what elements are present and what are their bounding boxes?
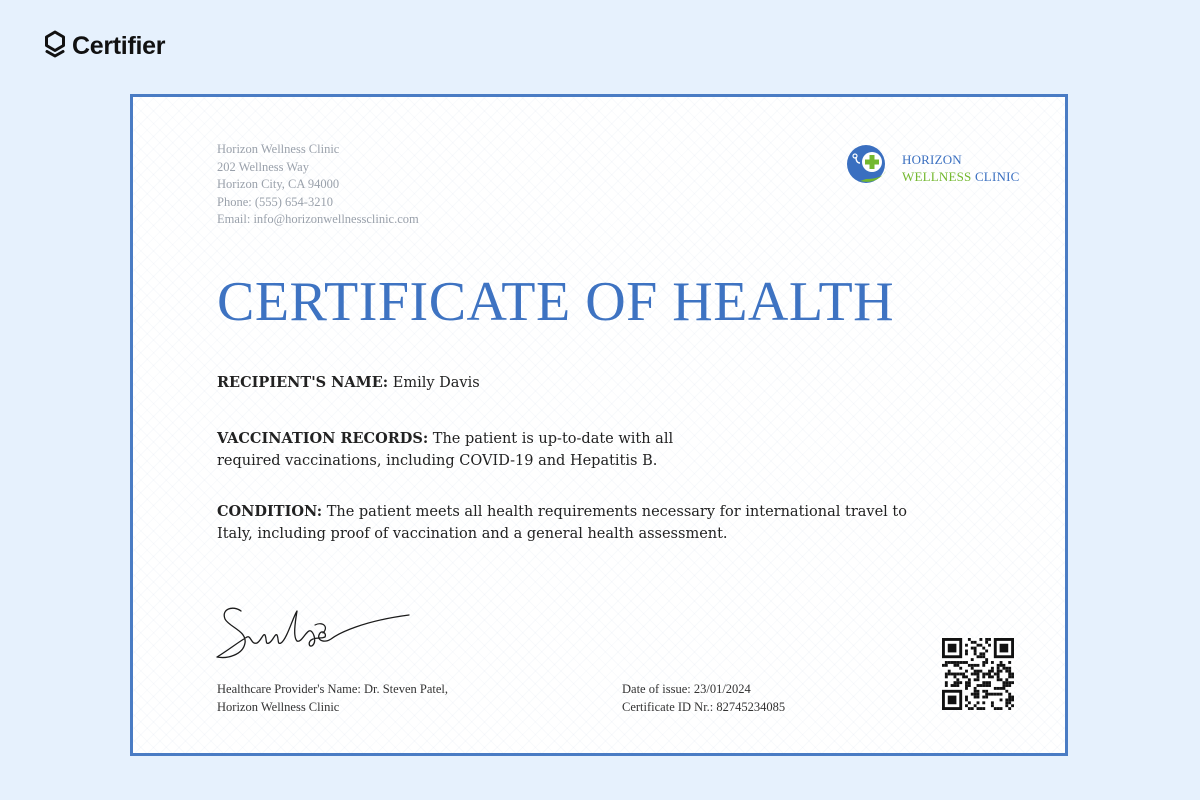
issue-date: Date of issue: 23/01/2024 [622,682,751,696]
clinic-logo [846,143,1019,192]
condition-label: CONDITION: [217,503,323,520]
certificate-title: CERTIFICATE OF HEALTH [217,271,895,333]
brand-logo[interactable] [44,30,165,63]
clinic-address-street: 202 Wellness Way [217,159,309,174]
certifier-logo-icon [44,30,66,63]
clinic-logo-line2-wellness: WELLNESS [902,168,972,184]
clinic-logo-line2-clinic: CLINIC [974,168,1020,184]
condition-value: The patient meets all health requirements necessary for international travel to Italy, including proof of vaccination and a general health assessment. [217,504,907,542]
clinic-logo-line1: HORIZON [902,151,962,167]
vaccination-value: The patient is up-to-date with all required vaccinations, including COVID-19 and Hepatitis B. [217,431,674,469]
medical-cross-heart-icon [846,143,890,192]
clinic-address-name: Horizon Wellness Clinic [217,142,340,156]
clinic-address [217,141,419,229]
clinic-address-phone: Phone: (555) 654-3210 [217,194,333,209]
qr-code-icon [942,638,1014,715]
recipient-field [217,372,480,394]
signature [213,597,423,674]
vaccination-field [217,428,697,472]
condition-field [217,501,917,545]
issue-info [622,680,785,716]
clinic-address-email: Email: info@horizonwellnessclinic.com [217,212,419,227]
provider-name: Healthcare Provider's Name: Dr. Steven Patel, [217,682,448,696]
provider-info [217,680,448,716]
brand-name: Certifier [72,32,166,60]
vaccination-label: VACCINATION RECORDS: [217,430,429,447]
certificate [130,94,1068,756]
provider-clinic: Horizon Wellness Clinic [217,700,340,714]
clinic-address-city: Horizon City, CA 94000 [217,177,340,192]
certificate-id: Certificate ID Nr.: 82745234085 [622,700,786,714]
recipient-label: RECIPIENT'S NAME: [217,374,389,391]
recipient-value: Emily Davis [392,375,480,391]
